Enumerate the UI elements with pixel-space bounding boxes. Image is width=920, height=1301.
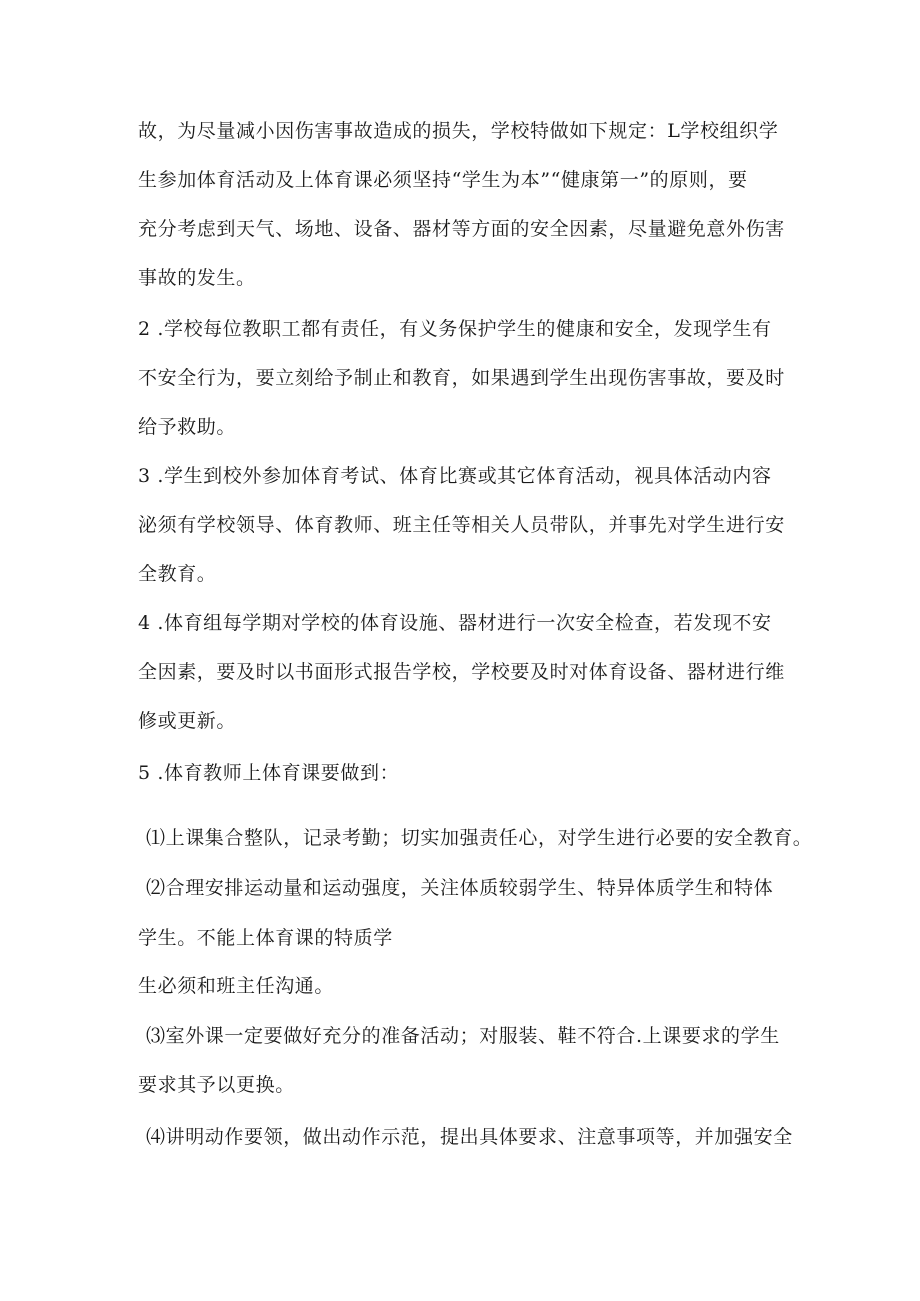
- text-line: ⑴上课集合整队，记录考勤；切实加强责任心，对学生进行必要的安全教育。: [146, 827, 813, 849]
- text-line: 学生。不能上体育课的特质学: [138, 927, 393, 949]
- text-line: 充分考虑到天气、场地、设备、器材等方面的安全因素，尽量避免意外伤害: [138, 218, 785, 240]
- text-line: 给予救助。: [138, 416, 237, 438]
- text-line: 事故的发生。: [138, 267, 256, 289]
- text-line: 不安全行为，要立刻给予制止和教育，如果遇到学生出现伤害事故，要及时: [138, 367, 785, 389]
- text-line: ⑵合理安排运动量和运动强度，关注体质较弱学生、特异体质学生和特体: [146, 877, 774, 899]
- text-line: 故，为尽量减小因伤害事故造成的损失，学校特做如下规定：L学校组织学: [138, 120, 779, 142]
- text-line: 2 .学校每位教职工都有责任，有义务保护学生的健康和安全，发现学生有: [138, 318, 772, 340]
- text-line: ⑶室外课一定要做好充分的准备活动；对服装、鞋不符合.上课要求的学生: [146, 1025, 780, 1047]
- text-line: 3 .学生到校外参加体育考试、体育比赛或其它体育活动，视具体活动内容: [138, 465, 772, 487]
- text-line: 4 .体育组每学期对学校的体育设施、器材进行一次安全检查，若发现不安: [138, 612, 772, 634]
- text-line: 5 .体育教师上体育课要做到：: [138, 762, 400, 784]
- text-line: 全因素，要及时以书面形式报告学校，学校要及时对体育设备、器材进行维: [138, 661, 785, 683]
- text-line: 泌须有学校领导、体育教师、班主任等相关人员带队，并事先对学生进行安: [138, 514, 785, 536]
- text-line: 修或更新。: [138, 710, 237, 732]
- text-line: 要求其予以更换。: [138, 1074, 295, 1096]
- text-line: ⑷讲明动作要领，做出动作示范，提出具体要求、注意事项等，并加强安全: [146, 1126, 793, 1148]
- text-line: 生必须和班主任沟通。: [138, 975, 335, 997]
- text-line: 全教育。: [138, 563, 217, 585]
- text-line: 生参加体育活动及上体育课必须坚持“学生为本”“健康第一”的原则，要: [138, 169, 748, 191]
